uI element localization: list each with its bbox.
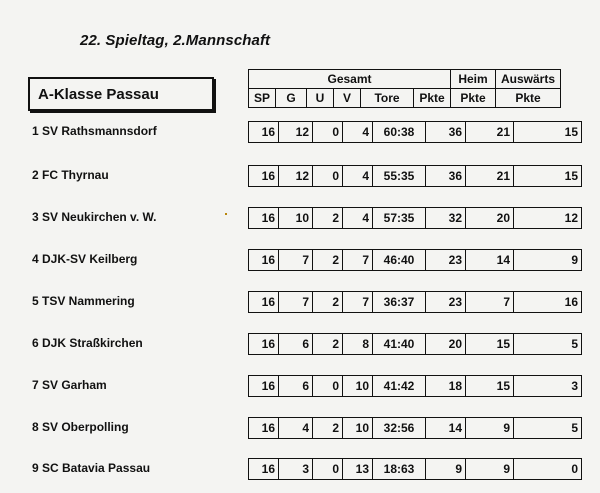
header-sp: SP	[249, 89, 276, 108]
cell-sp: 16	[249, 292, 279, 313]
header-heim-pkte: Pkte	[451, 89, 496, 108]
standings-header	[248, 69, 561, 108]
cell-g: 3	[279, 459, 313, 480]
cell-g: 12	[279, 122, 313, 143]
cell-tore: 32:56	[373, 418, 426, 439]
cell-g: 10	[279, 208, 313, 229]
cell-tore: 18:63	[373, 459, 426, 480]
cell-v: 4	[343, 122, 373, 143]
cell-u: 2	[313, 250, 343, 271]
cell-sp: 16	[249, 376, 279, 397]
cell-pkte: 18	[426, 376, 466, 397]
cell-v: 4	[343, 208, 373, 229]
cell-sp: 16	[249, 459, 279, 480]
team-name: 6 DJK Straßkirchen	[32, 336, 143, 350]
cell-sp: 16	[249, 418, 279, 439]
table-row	[0, 249, 600, 273]
cell-v: 8	[343, 334, 373, 355]
cell-tore: 41:40	[373, 334, 426, 355]
cell-u: 2	[313, 334, 343, 355]
cell-heim: 15	[466, 376, 514, 397]
cell-pkte: 20	[426, 334, 466, 355]
page-title: 22. Spieltag, 2.Mannschaft	[80, 32, 271, 49]
cell-heim: 9	[466, 459, 514, 480]
team-name: 1 SV Rathsmannsdorf	[32, 124, 157, 138]
row-stats	[248, 417, 582, 439]
row-stats	[248, 207, 582, 229]
cell-heim: 20	[466, 208, 514, 229]
cell-v: 7	[343, 292, 373, 313]
cell-u: 0	[313, 166, 343, 187]
cell-u: 2	[313, 292, 343, 313]
cell-u: 0	[313, 122, 343, 143]
cell-ausw: 5	[514, 334, 582, 355]
cell-v: 10	[343, 376, 373, 397]
cell-sp: 16	[249, 208, 279, 229]
team-name: 4 DJK-SV Keilberg	[32, 252, 138, 266]
row-stats	[248, 291, 582, 313]
cell-pkte: 23	[426, 250, 466, 271]
cell-tore: 36:37	[373, 292, 426, 313]
cell-heim: 9	[466, 418, 514, 439]
header-auswaerts: Auswärts	[496, 70, 561, 89]
cell-ausw: 0	[514, 459, 582, 480]
cell-g: 6	[279, 334, 313, 355]
row-stats	[248, 375, 582, 397]
row-stats	[248, 121, 582, 143]
header-g: G	[276, 89, 307, 108]
row-stats	[248, 333, 582, 355]
cell-u: 0	[313, 459, 343, 480]
header-gesamt: Gesamt	[249, 70, 451, 89]
cell-tore: 46:40	[373, 250, 426, 271]
header-tore: Tore	[361, 89, 414, 108]
cell-ausw: 16	[514, 292, 582, 313]
cell-v: 13	[343, 459, 373, 480]
cell-tore: 60:38	[373, 122, 426, 143]
cell-tore: 41:42	[373, 376, 426, 397]
table-row	[0, 207, 600, 231]
team-name: 9 SC Batavia Passau	[32, 461, 151, 475]
header-heim: Heim	[451, 70, 496, 89]
cell-heim: 21	[466, 122, 514, 143]
table-row	[0, 333, 600, 357]
cell-pkte: 36	[426, 166, 466, 187]
cell-ausw: 9	[514, 250, 582, 271]
row-stats	[248, 458, 582, 480]
cell-sp: 16	[249, 166, 279, 187]
cell-pkte: 9	[426, 459, 466, 480]
league-name-box	[28, 77, 214, 111]
header-pkte: Pkte	[414, 89, 451, 108]
cell-v: 10	[343, 418, 373, 439]
cell-pkte: 36	[426, 122, 466, 143]
table-row	[0, 417, 600, 441]
cell-heim: 21	[466, 166, 514, 187]
team-name: 5 TSV Nammering	[32, 294, 135, 308]
cell-sp: 16	[249, 250, 279, 271]
cell-tore: 55:35	[373, 166, 426, 187]
cell-u: 2	[313, 208, 343, 229]
scan-speck	[225, 213, 227, 215]
team-name: 2 FC Thyrnau	[32, 168, 109, 182]
cell-g: 4	[279, 418, 313, 439]
cell-g: 7	[279, 292, 313, 313]
cell-g: 6	[279, 376, 313, 397]
table-row	[0, 458, 600, 482]
team-name: 3 SV Neukirchen v. W.	[32, 210, 157, 224]
cell-g: 12	[279, 166, 313, 187]
header-v: V	[334, 89, 361, 108]
cell-sp: 16	[249, 334, 279, 355]
table-row	[0, 375, 600, 399]
cell-tore: 57:35	[373, 208, 426, 229]
cell-ausw: 15	[514, 122, 582, 143]
cell-ausw: 5	[514, 418, 582, 439]
league-name: A-Klasse Passau	[38, 85, 159, 103]
team-name: 7 SV Garham	[32, 378, 107, 392]
table-row	[0, 165, 600, 189]
cell-pkte: 23	[426, 292, 466, 313]
table-row	[0, 121, 600, 145]
cell-sp: 16	[249, 122, 279, 143]
row-stats	[248, 249, 582, 271]
cell-heim: 15	[466, 334, 514, 355]
row-stats	[248, 165, 582, 187]
cell-v: 7	[343, 250, 373, 271]
cell-v: 4	[343, 166, 373, 187]
team-name: 8 SV Oberpolling	[32, 420, 129, 434]
header-auswaerts-pkte: Pkte	[496, 89, 561, 108]
cell-ausw: 15	[514, 166, 582, 187]
cell-u: 2	[313, 418, 343, 439]
cell-ausw: 3	[514, 376, 582, 397]
table-row	[0, 291, 600, 315]
cell-u: 0	[313, 376, 343, 397]
header-u: U	[307, 89, 334, 108]
cell-pkte: 32	[426, 208, 466, 229]
cell-heim: 14	[466, 250, 514, 271]
cell-heim: 7	[466, 292, 514, 313]
cell-g: 7	[279, 250, 313, 271]
cell-ausw: 12	[514, 208, 582, 229]
cell-pkte: 14	[426, 418, 466, 439]
